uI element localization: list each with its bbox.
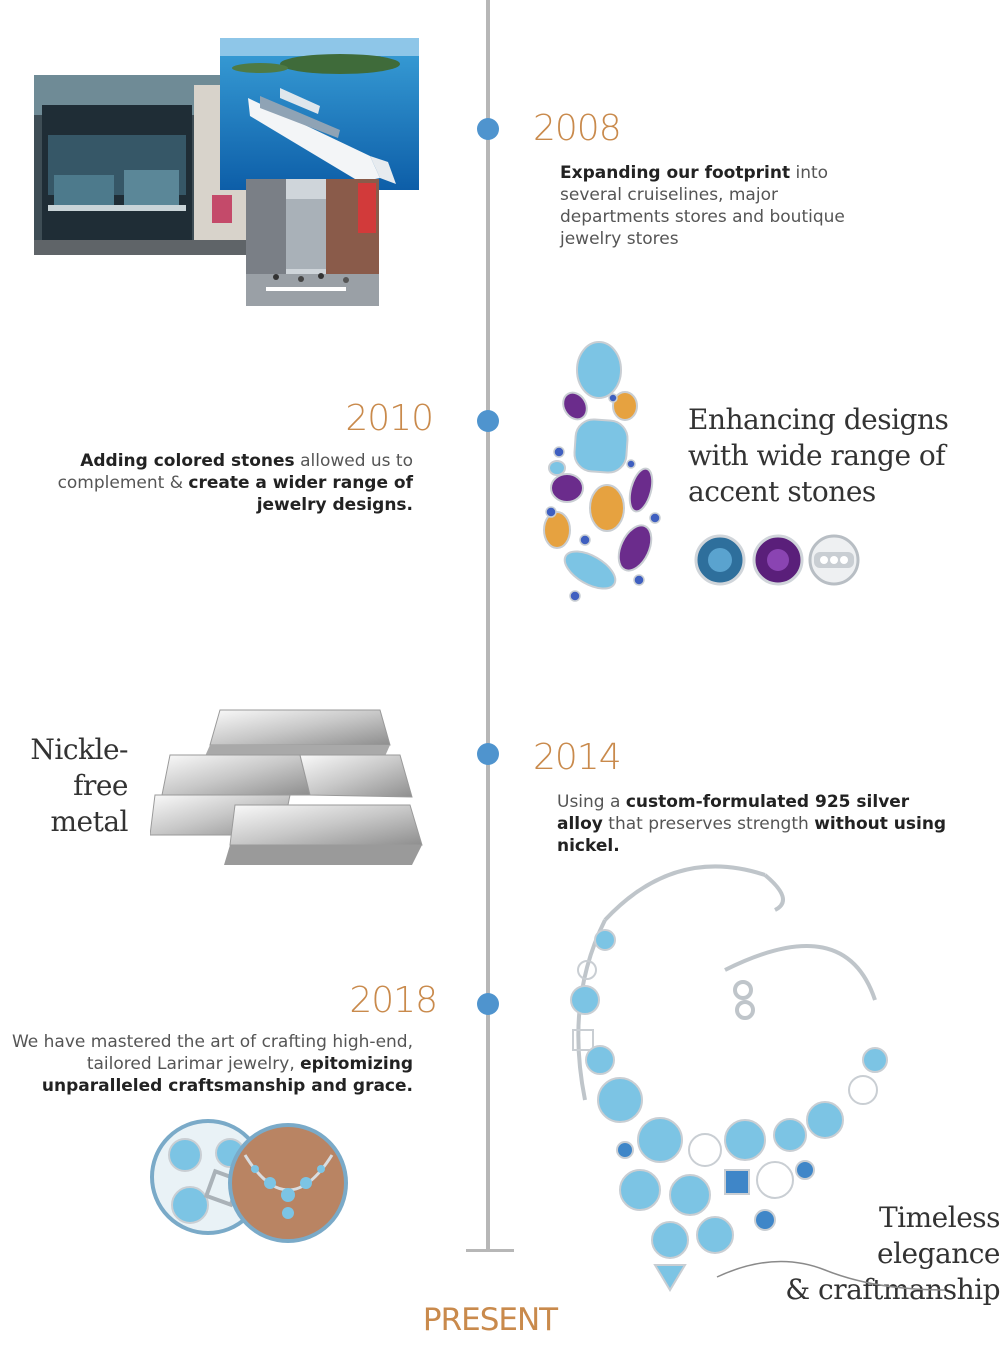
feature-line: accent stones [688, 475, 876, 508]
timeline-dot-2010 [477, 410, 499, 432]
timeline-dot-2008 [477, 118, 499, 140]
desc-2018 [10, 1031, 413, 1097]
desc-bold-text: without using nickel. [557, 814, 947, 856]
year-2008: 2008 [533, 108, 621, 149]
feature-text-accent-stones [688, 402, 988, 510]
desc-2014 [557, 791, 957, 857]
desc-bold-text: Expanding our footprint [560, 163, 791, 183]
desc-2010 [30, 450, 413, 516]
desc-text: Using a [557, 792, 626, 812]
city-street-photo [246, 179, 379, 306]
timeline-dot-2014 [477, 743, 499, 765]
desc-bold-text: create a wider range of jewelry designs. [188, 473, 413, 515]
feature-line: with wide range of [688, 439, 946, 472]
feature-line: & craftmanship [785, 1273, 1000, 1306]
feature-line: Timeless elegance [877, 1201, 1000, 1270]
larimar-detail-photos [150, 1115, 350, 1245]
decorative-swash [715, 1255, 955, 1305]
timeline-dot-2018 [477, 993, 499, 1015]
desc-bold-text: epitomizing unparalleled craftsmanship and grace. [41, 1054, 413, 1096]
silver-bars-image [150, 705, 425, 875]
desc-text: allowed us to complement & [57, 451, 413, 493]
desc-text: into several cruiselines, major departments stores and boutique jewelry stores [560, 163, 845, 249]
cruise-ship-photo [220, 38, 419, 190]
year-2014: 2014 [533, 737, 621, 778]
feature-line: Enhancing designs [688, 403, 949, 436]
feature-line: Nickle-free [30, 733, 128, 802]
feature-line: metal [50, 805, 128, 838]
year-2018: 2018 [349, 980, 437, 1021]
desc-text: We have mastered the art of crafting high-end, tailored Larimar jewelry, [11, 1032, 413, 1074]
feature-text-nickle-free [0, 732, 128, 840]
desc-2008 [560, 162, 890, 250]
desc-text: that preserves strength [602, 814, 815, 834]
gemstone-pendant-image [535, 340, 670, 605]
present-label: PRESENT [422, 1302, 558, 1338]
desc-bold-text: Adding colored stones [80, 451, 295, 471]
accent-stones-samples [694, 534, 864, 586]
year-2010: 2010 [345, 398, 433, 439]
desc-bold-text: custom-formulated 925 silver alloy [557, 792, 910, 834]
timeline-line [486, 0, 490, 1252]
timeline-end-cap [466, 1249, 514, 1252]
store-front-photo [34, 75, 246, 255]
